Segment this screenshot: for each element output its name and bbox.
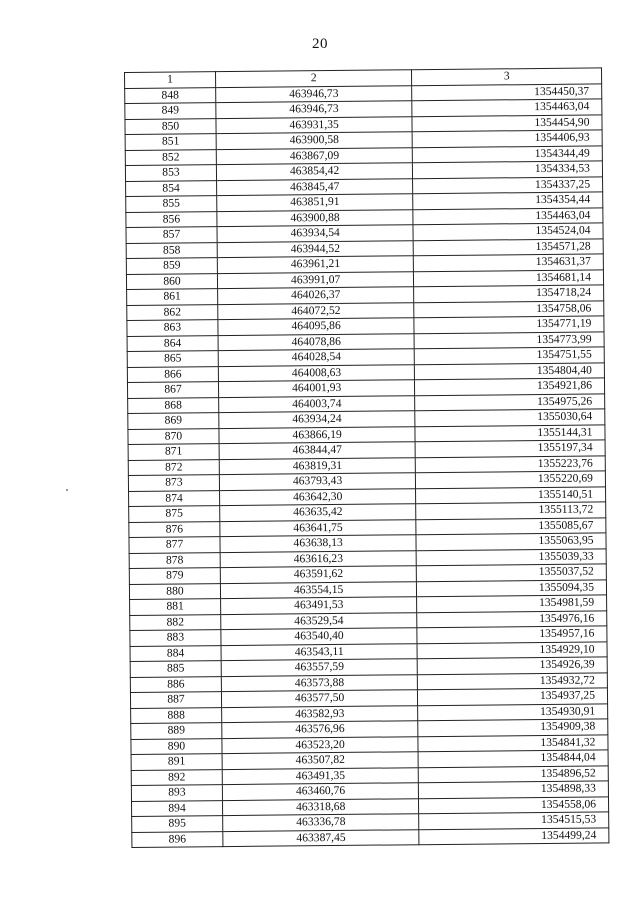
point-number-cell: 855 — [126, 196, 217, 212]
y-coordinate-cell: 1354841,32 — [418, 734, 608, 751]
point-number-cell: 863 — [127, 320, 218, 336]
point-number-cell: 892 — [131, 769, 222, 785]
point-number-cell: 883 — [130, 630, 221, 646]
point-number-cell: 880 — [129, 583, 220, 599]
point-number-cell: 878 — [129, 552, 220, 568]
point-number-cell: 870 — [128, 428, 219, 444]
x-coordinate-cell: 463507,82 — [222, 752, 419, 769]
x-coordinate-cell: 463854,42 — [216, 163, 413, 180]
point-number-cell: 893 — [131, 785, 222, 801]
y-coordinate-cell: 1354334,53 — [413, 161, 603, 178]
x-coordinate-cell: 464078,86 — [218, 333, 415, 350]
x-coordinate-cell: 464003,74 — [219, 395, 416, 412]
column-header-1: 1 — [125, 72, 216, 88]
x-coordinate-cell: 463557,59 — [221, 659, 418, 676]
point-number-cell: 895 — [132, 816, 223, 832]
x-coordinate-cell: 463851,91 — [217, 194, 414, 211]
x-coordinate-cell: 463582,93 — [222, 705, 419, 722]
x-coordinate-cell: 463866,19 — [219, 426, 416, 443]
x-coordinate-cell: 463576,96 — [222, 721, 419, 738]
x-coordinate-cell: 463946,73 — [216, 85, 413, 102]
point-number-cell: 886 — [130, 676, 221, 692]
column-header-3: 3 — [412, 68, 602, 85]
table-row — [132, 827, 609, 847]
point-number-cell: 890 — [131, 738, 222, 754]
point-number-cell: 859 — [126, 258, 217, 274]
point-number-cell: 894 — [131, 800, 222, 816]
y-coordinate-cell: 1354344,49 — [413, 145, 603, 162]
x-coordinate-cell: 463934,54 — [217, 225, 414, 242]
y-coordinate-cell: 1354406,93 — [412, 130, 602, 147]
y-coordinate-cell: 1355144,31 — [415, 424, 605, 441]
y-coordinate-cell: 1354929,10 — [417, 641, 607, 658]
point-number-cell: 872 — [128, 459, 219, 475]
x-coordinate-cell: 463900,58 — [216, 132, 413, 149]
x-coordinate-cell: 463387,45 — [223, 829, 420, 846]
x-coordinate-cell: 463793,43 — [219, 473, 416, 490]
y-coordinate-cell: 1354932,72 — [418, 672, 608, 689]
point-number-cell: 887 — [130, 692, 221, 708]
y-coordinate-cell: 1354844,04 — [418, 750, 608, 767]
y-coordinate-cell: 1354957,16 — [417, 626, 607, 643]
y-coordinate-cell: 1355030,64 — [415, 409, 605, 426]
point-number-cell: 858 — [126, 242, 217, 258]
x-coordinate-cell: 463991,07 — [217, 271, 414, 288]
y-coordinate-cell: 1354337,25 — [413, 176, 603, 193]
y-coordinate-cell: 1354631,37 — [414, 254, 604, 271]
x-coordinate-cell: 463642,30 — [219, 488, 416, 505]
y-coordinate-cell: 1355094,35 — [417, 579, 607, 596]
y-coordinate-cell: 1354751,55 — [414, 347, 604, 364]
x-coordinate-cell: 463845,47 — [216, 178, 413, 195]
point-number-cell: 875 — [129, 506, 220, 522]
point-number-cell: 856 — [126, 211, 217, 227]
point-number-cell: 882 — [130, 614, 221, 630]
point-number-cell: 853 — [125, 165, 216, 181]
table-body — [125, 83, 609, 847]
page-number: 20 — [312, 36, 328, 52]
column-header-2: 2 — [215, 70, 412, 87]
y-coordinate-cell: 1354524,04 — [413, 223, 603, 240]
point-number-cell: 861 — [127, 289, 218, 305]
point-number-cell: 889 — [131, 723, 222, 739]
point-number-cell: 877 — [129, 537, 220, 553]
x-coordinate-cell: 463934,24 — [219, 411, 416, 428]
y-coordinate-cell: 1354773,99 — [414, 331, 604, 348]
x-coordinate-cell: 463491,35 — [222, 767, 419, 784]
point-number-cell: 865 — [127, 351, 218, 367]
y-coordinate-cell: 1354926,39 — [417, 657, 607, 674]
coordinates-table — [124, 67, 609, 848]
y-coordinate-cell: 1354454,90 — [412, 114, 602, 131]
x-coordinate-cell: 463540,40 — [221, 628, 418, 645]
y-coordinate-cell: 1354898,33 — [419, 781, 609, 798]
x-coordinate-cell: 463946,73 — [216, 101, 413, 118]
x-coordinate-cell: 463523,20 — [222, 736, 419, 753]
point-number-cell: 874 — [129, 490, 220, 506]
x-coordinate-cell: 463900,88 — [217, 209, 414, 226]
point-number-cell: 862 — [127, 304, 218, 320]
point-number-cell: 851 — [125, 134, 216, 150]
point-number-cell: 854 — [126, 180, 217, 196]
y-coordinate-cell: 1354921,86 — [415, 378, 605, 395]
y-coordinate-cell: 1354354,44 — [413, 192, 603, 209]
x-coordinate-cell: 463336,78 — [223, 814, 420, 831]
x-coordinate-cell: 464072,52 — [218, 302, 415, 319]
x-coordinate-cell: 463931,35 — [216, 116, 413, 133]
y-coordinate-cell: 1354930,91 — [418, 703, 608, 720]
point-number-cell: 869 — [128, 413, 219, 429]
point-number-cell: 871 — [128, 444, 219, 460]
y-coordinate-cell: 1354681,14 — [414, 269, 604, 286]
x-coordinate-cell: 463460,76 — [222, 783, 419, 800]
y-coordinate-cell: 1354937,25 — [418, 688, 608, 705]
y-coordinate-cell: 1354515,53 — [419, 812, 609, 829]
y-coordinate-cell: 1354571,28 — [413, 238, 603, 255]
y-coordinate-cell: 1354558,06 — [419, 796, 609, 813]
x-coordinate-cell: 464028,54 — [218, 349, 415, 366]
point-number-cell: 881 — [130, 599, 221, 615]
y-coordinate-cell: 1355223,76 — [416, 455, 606, 472]
y-coordinate-cell: 1354718,24 — [414, 285, 604, 302]
point-number-cell: 866 — [127, 366, 218, 382]
point-number-cell: 885 — [130, 661, 221, 677]
y-coordinate-cell: 1354909,38 — [418, 719, 608, 736]
point-number-cell: 864 — [127, 335, 218, 351]
point-number-cell: 891 — [131, 754, 222, 770]
x-coordinate-cell: 463318,68 — [222, 798, 419, 815]
x-coordinate-cell: 464008,63 — [218, 364, 415, 381]
x-coordinate-cell: 463641,75 — [220, 519, 417, 536]
x-coordinate-cell: 463491,53 — [221, 597, 418, 614]
y-coordinate-cell: 1354975,26 — [415, 393, 605, 410]
point-number-cell: 879 — [129, 568, 220, 584]
x-coordinate-cell: 463529,54 — [221, 612, 418, 629]
x-coordinate-cell: 463616,23 — [220, 550, 417, 567]
point-number-cell: 860 — [126, 273, 217, 289]
x-coordinate-cell: 463635,42 — [220, 504, 417, 521]
y-coordinate-cell: 1354463,04 — [413, 207, 603, 224]
point-number-cell: 850 — [125, 118, 216, 134]
y-coordinate-cell: 1354758,06 — [414, 300, 604, 317]
y-coordinate-cell: 1355085,67 — [416, 517, 606, 534]
y-coordinate-cell: 1354499,24 — [419, 827, 609, 844]
x-coordinate-cell: 464095,86 — [218, 318, 415, 335]
y-coordinate-cell: 1354896,52 — [419, 765, 609, 782]
point-number-cell: 849 — [125, 103, 216, 119]
point-number-cell: 848 — [125, 87, 216, 103]
x-coordinate-cell: 463577,50 — [221, 690, 418, 707]
x-coordinate-cell: 463638,13 — [220, 535, 417, 552]
y-coordinate-cell: 1355039,33 — [416, 548, 606, 565]
x-coordinate-cell: 463573,88 — [221, 674, 418, 691]
x-coordinate-cell: 463543,11 — [221, 643, 418, 660]
y-coordinate-cell: 1354450,37 — [412, 83, 602, 100]
point-number-cell: 896 — [132, 831, 223, 847]
point-number-cell: 876 — [129, 521, 220, 537]
y-coordinate-cell: 1355063,95 — [416, 533, 606, 550]
point-number-cell: 867 — [127, 382, 218, 398]
point-number-cell: 868 — [128, 397, 219, 413]
x-coordinate-cell: 463554,15 — [220, 581, 417, 598]
y-coordinate-cell: 1354981,59 — [417, 595, 607, 612]
x-coordinate-cell: 463961,21 — [217, 256, 414, 273]
x-coordinate-cell: 463844,47 — [219, 442, 416, 459]
x-coordinate-cell: 464001,93 — [218, 380, 415, 397]
y-coordinate-cell: 1355037,52 — [417, 564, 607, 581]
y-coordinate-cell: 1354976,16 — [417, 610, 607, 627]
y-coordinate-cell: 1355140,51 — [416, 486, 606, 503]
y-coordinate-cell: 1355220,69 — [416, 471, 606, 488]
x-coordinate-cell: 463591,62 — [220, 566, 417, 583]
point-number-cell: 857 — [126, 227, 217, 243]
scan-artifact — [66, 489, 68, 491]
x-coordinate-cell: 463819,31 — [219, 457, 416, 474]
y-coordinate-cell: 1354463,04 — [412, 99, 602, 116]
x-coordinate-cell: 463944,52 — [217, 240, 414, 257]
x-coordinate-cell: 464026,37 — [218, 287, 415, 304]
point-number-cell: 884 — [130, 645, 221, 661]
y-coordinate-cell: 1354771,19 — [414, 316, 604, 333]
point-number-cell: 888 — [131, 707, 222, 723]
point-number-cell: 873 — [128, 475, 219, 491]
x-coordinate-cell: 463867,09 — [216, 147, 413, 164]
point-number-cell: 852 — [125, 149, 216, 165]
y-coordinate-cell: 1354804,40 — [415, 362, 605, 379]
y-coordinate-cell: 1355113,72 — [416, 502, 606, 519]
y-coordinate-cell: 1355197,34 — [415, 440, 605, 457]
